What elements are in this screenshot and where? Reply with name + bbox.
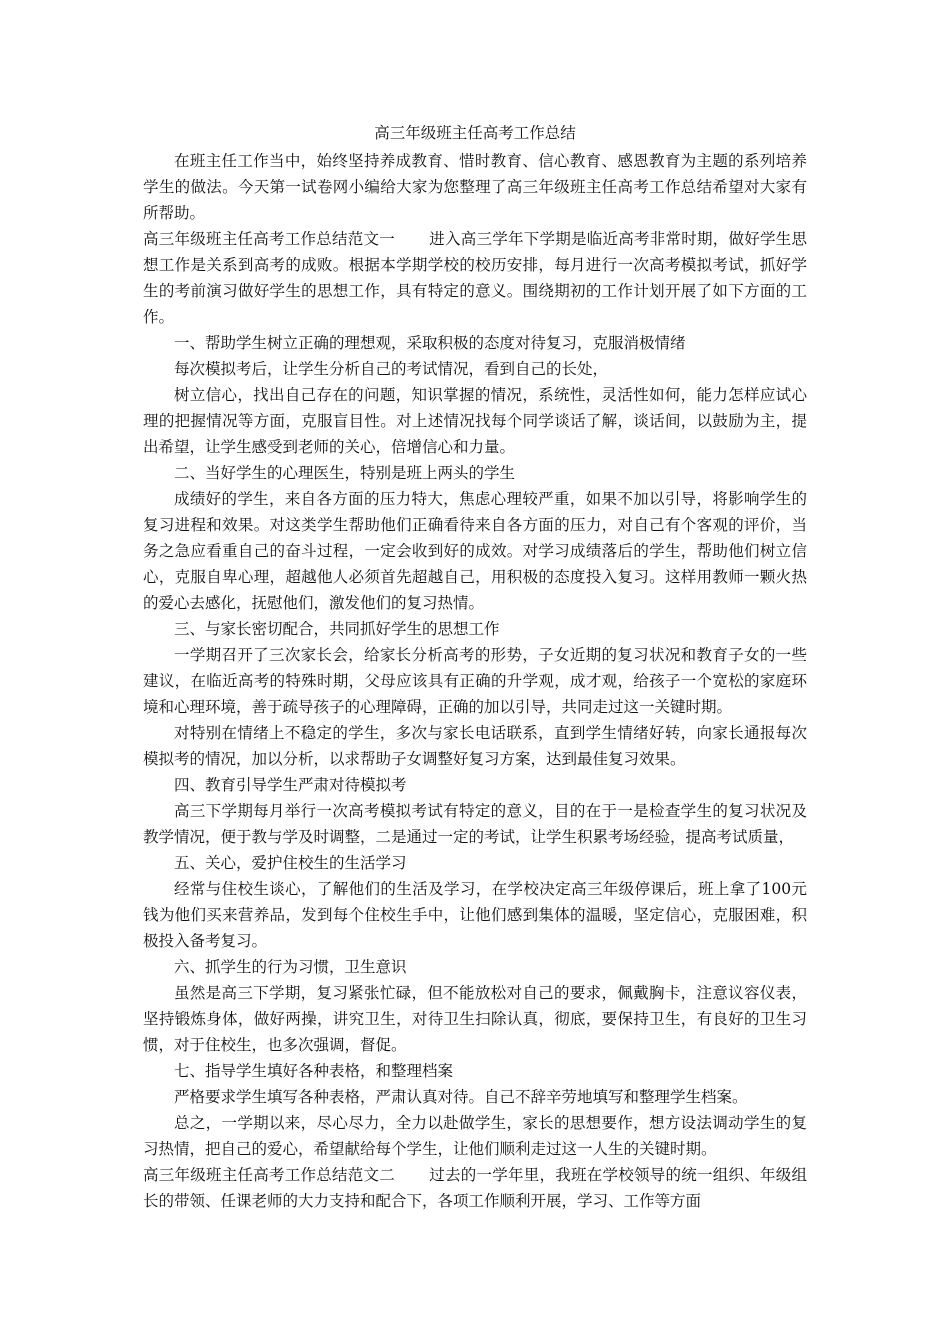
sample-two-label: 高三年级班主任高考工作总结范文二	[143, 1166, 395, 1184]
intro-paragraph: 在班主任工作当中，始终坚持养成教育、惜时教育、信心教育、感恩教育为主题的系列培养学生的做法。今天第一试卷网小编给大家为您整理了高三年级班主任高考工作总结希望对大家有所帮助。	[143, 152, 807, 222]
sample-one-label: 高三年级班主任高考工作总结范文一	[143, 230, 395, 248]
sample-two-text: 过去的一学年里，我班在学校领导的统一组织、年级组长的带领、任课老师的大力支持和配合下，各项工作顺利开展，学习、工作等方面	[143, 1166, 807, 1210]
document-page	[143, 120, 807, 1214]
section-1-heading: 一、帮助学生树立正确的理想观，采取积极的态度对待复习，克服消极情绪	[174, 334, 686, 352]
section-6-heading: 六、抓学生的行为习惯，卫生意识	[174, 958, 407, 976]
section-4-paragraph-1: 高三下学期每月举行一次高考模拟考试有特定的意义，目的在于一是检查学生的复习状况及教学情况，便于教与学及时调整，二是通过一定的考试，让学生积累考场经验，提高考试质量，	[143, 802, 807, 846]
section-6-paragraph-1: 虽然是高三下学期，复习紧张忙碌，但不能放松对自己的要求，佩戴胸卡，注意议容仪表，坚持锻炼身体，做好两操，讲究卫生，对待卫生扫除认真，彻底，要保持卫生，有良好的卫生习惯，对于住校生，也多次强调，督促。	[143, 984, 807, 1054]
sample-one-text: 进入高三学年下学期是临近高考非常时期，做好学生思想工作是关系到高考的成败。根据本学期学校的校历安排，每月进行一次高考模拟考试，抓好学生的考前演习做好学生的思想工作，具有特定的意义。围绕期初的工作计划开展了如下方面的工作。	[143, 230, 807, 326]
section-2-heading: 二、当好学生的心理医生，特别是班上两头的学生	[174, 464, 516, 482]
section-7-paragraph-1: 严格要求学生填写各种表格，严肃认真对待。自己不辞辛劳地填写和整理学生档案。	[174, 1088, 748, 1106]
section-4-heading: 四、教育引导学生严肃对待模拟考	[174, 776, 407, 794]
section-1-paragraph-2: 树立信心，找出自己存在的问题，知识掌握的情况，系统性，灵活性如何，能力怎样应试心理的把握情况等方面，克服盲目性。对上述情况找每个同学谈话了解，谈话间，以鼓励为主，提出希望，让学生感受到老师的关心，倍增信心和力量。	[143, 386, 807, 456]
sample-two-paragraph	[143, 1162, 807, 1214]
section-3-paragraph-2: 对特别在情绪上不稳定的学生，多次与家长电话联系，直到学生情绪好转，向家长通报每次模拟考的情况，加以分析，以求帮助子女调整好复习方案，达到最佳复习效果。	[143, 724, 807, 768]
section-7-heading: 七、指导学生填好各种表格，和整理档案	[174, 1062, 454, 1080]
summary-paragraph: 总之，一学期以来，尽心尽力，全力以赴做学生，家长的思想要作，想方设法调动学生的复习热情，把自己的爱心，希望献给每个学生，让他们顺利走过这一人生的关键时期。	[143, 1114, 807, 1158]
sample-one-paragraph	[143, 226, 807, 330]
section-3-heading: 三、与家长密切配合，共同抓好学生的思想工作	[174, 620, 500, 638]
section-5-paragraph-1: 经常与住校生谈心，了解他们的生活及学习，在学校决定高三年级停课后，班上拿了100元钱为他们买来营养品，发到每个住校生手中，让他们感到集体的温暖，坚定信心，克服困难，积极投入备考复习。	[143, 880, 807, 950]
section-2-paragraph-1: 成绩好的学生，来自各方面的压力特大，焦虑心理较严重，如果不加以引导，将影响学生的复习进程和效果。对这类学生帮助他们正确看待来自各方面的压力，对自己有个客观的评价，当务之急应看重自己的奋斗过程，一定会收到好的成效。对学习成绩落后的学生，帮助他们树立信心，克服自卑心理，超越他人必须首先超越自己，用积极的态度投入复习。这样用教师一颗火热的爱心去感化，抚慰他们，激发他们的复习热情。	[143, 490, 807, 612]
section-3-paragraph-1: 一学期召开了三次家长会，给家长分析高考的形势，子女近期的复习状况和教育子女的一些建议，在临近高考的特殊时期，父母应该具有正确的升学观，成才观，给孩子一个宽松的家庭环境和心理环境，善于疏导孩子的心理障碍，正确的加以引导，共同走过这一关键时期。	[143, 646, 807, 716]
document-title: 高三年级班主任高考工作总结	[374, 124, 576, 142]
section-1-paragraph-1: 每次模拟考后，让学生分析自己的考试情况，看到自己的长处，	[174, 360, 609, 378]
section-5-heading: 五、关心，爱护住校生的生活学习	[174, 854, 407, 872]
